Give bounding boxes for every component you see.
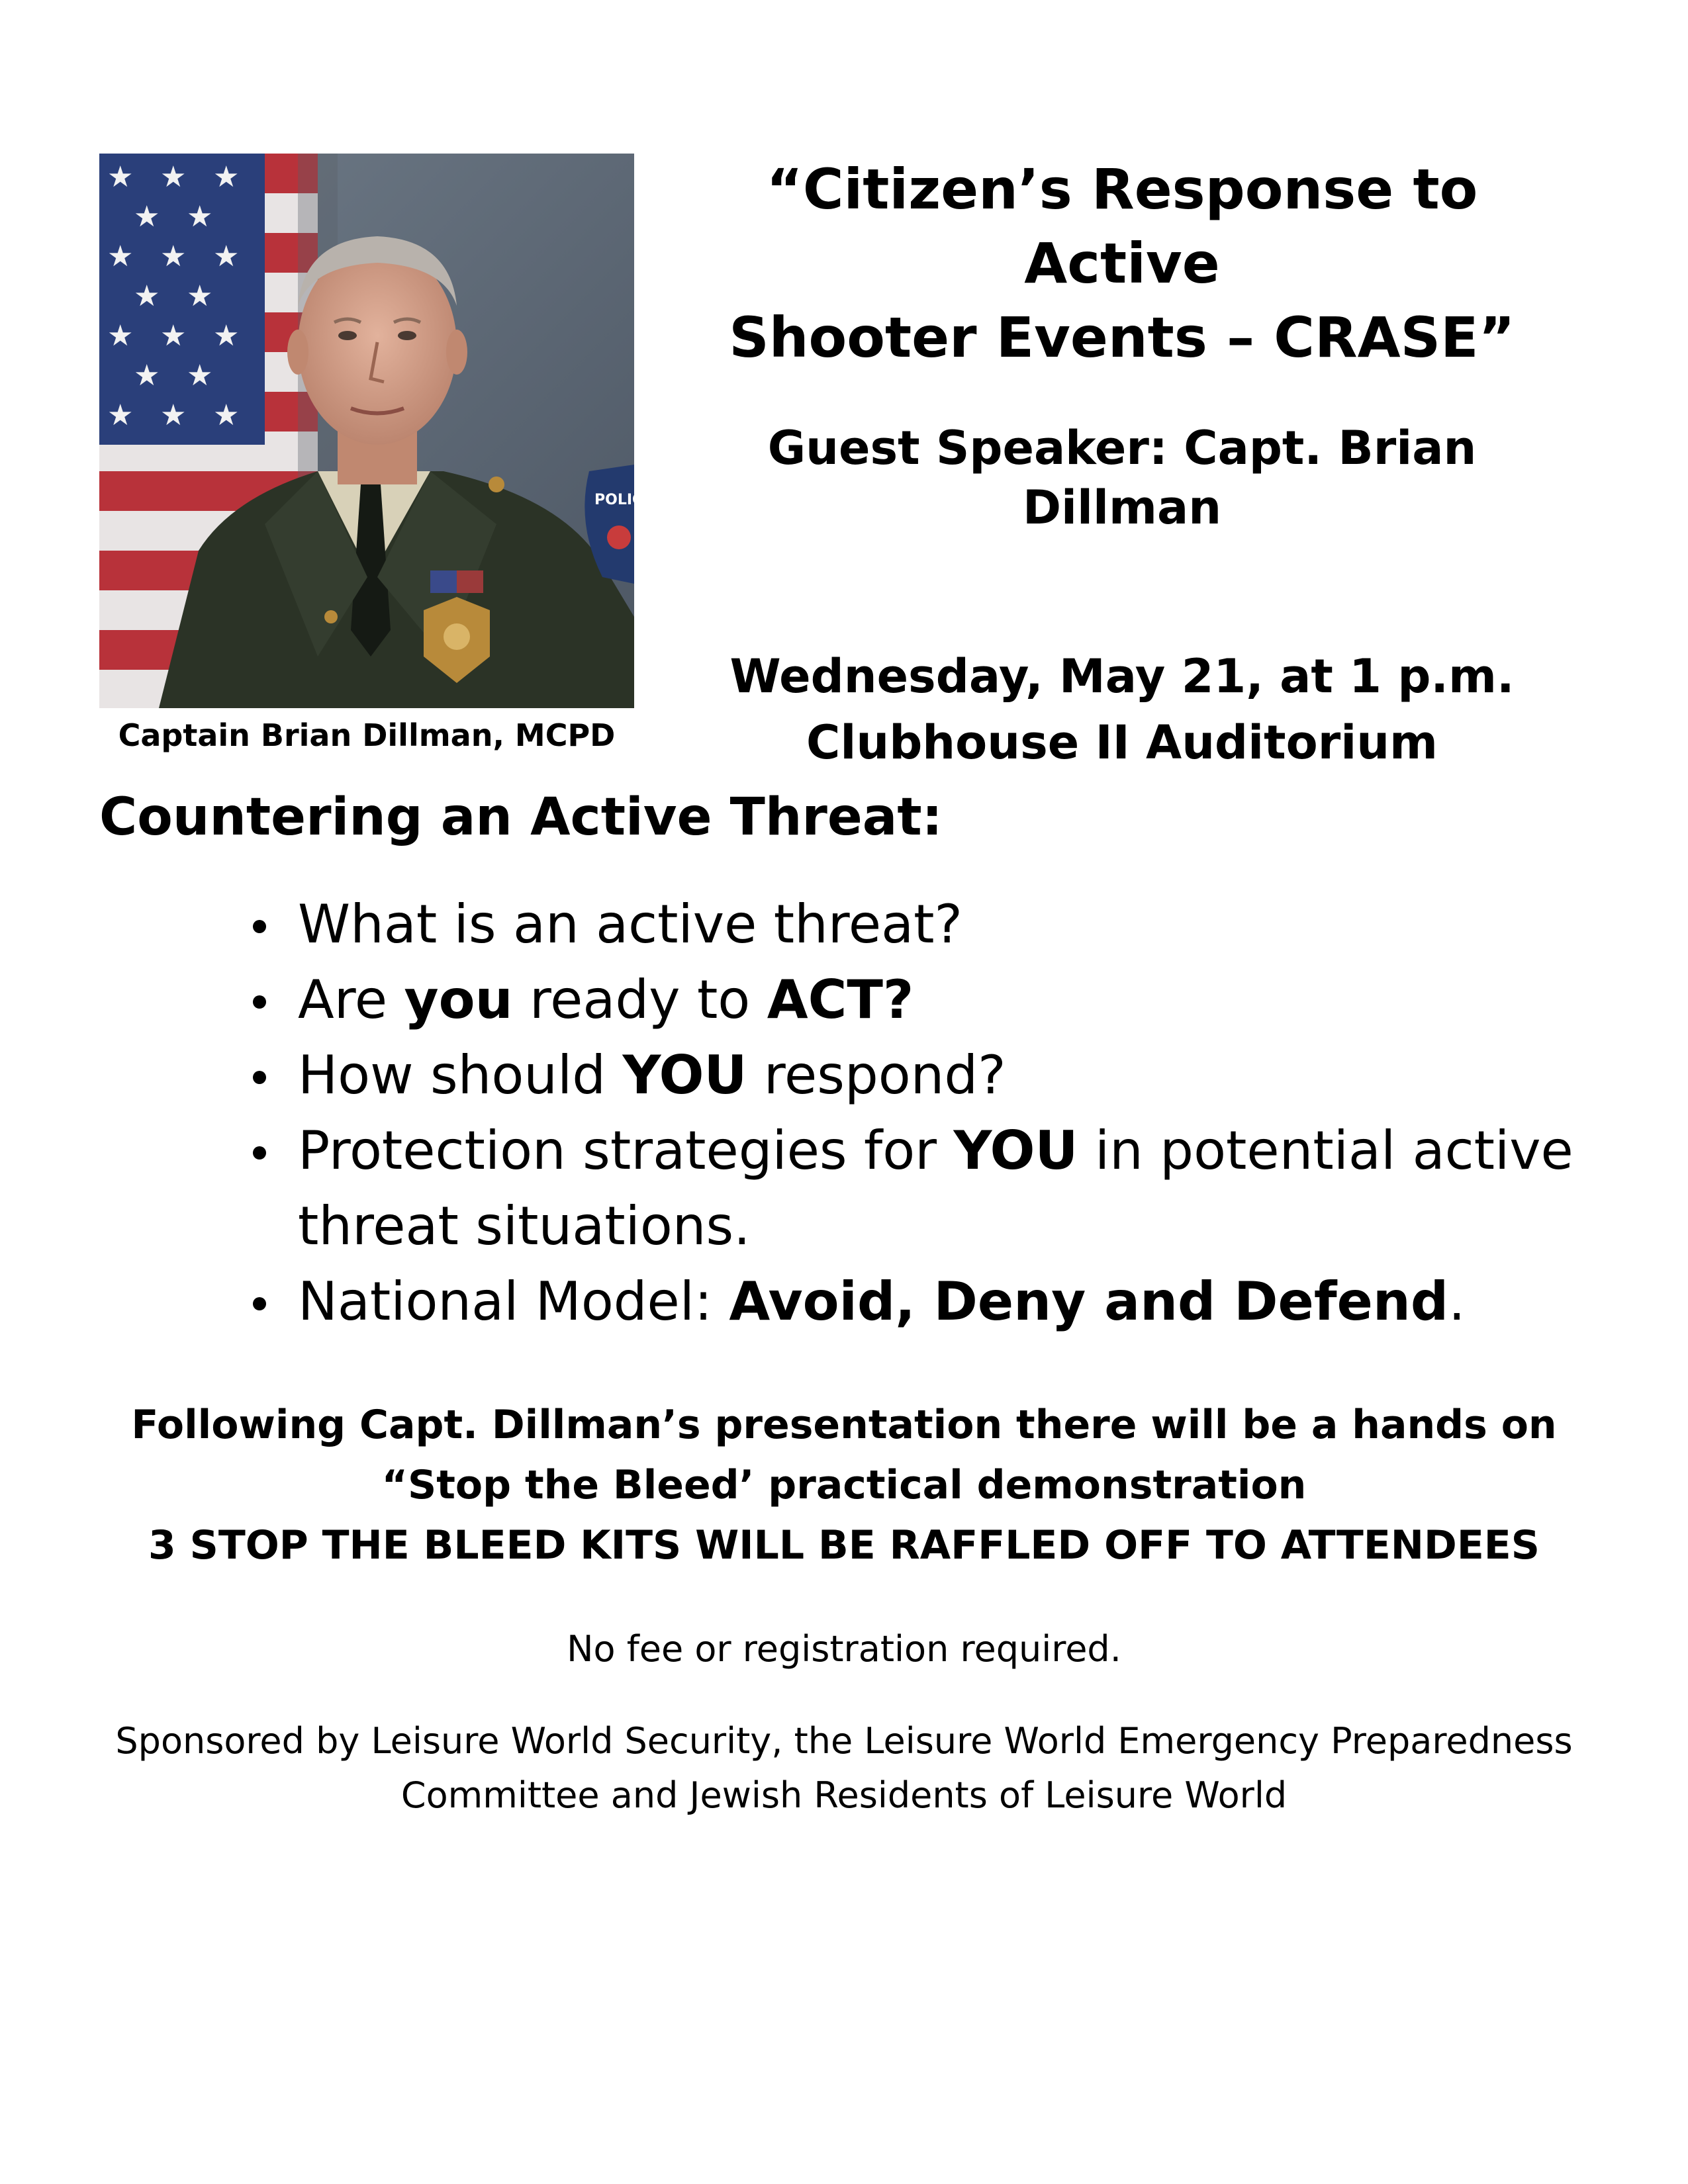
following-line2: “Stop the Bleed’ practical demonstration [381,1462,1307,1508]
event-title-line1: “Citizen’s Response to Active [766,157,1478,296]
event-location: Clubhouse II Auditorium [806,715,1438,770]
sponsor-note [66,1714,1622,1823]
following-line3: 3 STOP THE BLEED KITS WILL BE RAFFLED OFF TO ATTENDEES [148,1522,1540,1569]
svg-text:★: ★ [213,319,240,353]
list-item-text: National Model: [298,1271,729,1332]
list-item [298,962,1589,1038]
speaker-portrait-illustration [99,154,653,708]
list-item [298,1113,1589,1264]
list-item-text: YOU [622,1044,747,1106]
list-item-text: ACT? [767,969,914,1030]
svg-text:★: ★ [160,319,187,353]
svg-text:★: ★ [134,279,160,313]
svg-text:★: ★ [134,359,160,392]
sponsor-line1: Sponsored by Leisure World Security, the Leisure World Emergency Preparedness [115,1720,1573,1762]
list-item-text: in potential active threat situations. [298,1120,1573,1257]
svg-text:★: ★ [107,319,134,353]
svg-text:★: ★ [107,160,134,194]
svg-text:★: ★ [160,398,187,432]
svg-text:★: ★ [107,240,134,273]
svg-text:★: ★ [160,240,187,273]
photo-caption: Captain Brian Dillman, MCPD [118,717,616,753]
svg-text:★: ★ [187,200,213,234]
svg-text:★: ★ [187,279,213,313]
svg-text:★: ★ [213,398,240,432]
topic-list [298,887,1589,1340]
list-item-text: respond? [747,1044,1006,1106]
list-item-text: Protection strategies for [298,1120,954,1181]
list-item-text: you [404,969,513,1030]
list-item-text: How should [298,1044,623,1106]
event-date: Wednesday, May 21, at 1 p.m. [729,649,1515,704]
svg-text:★: ★ [213,160,240,194]
event-when-where [669,643,1575,776]
guest-speaker: Guest Speaker: Capt. Brian Dillman [767,421,1477,535]
patch-text: POLICE [594,492,653,508]
svg-text:★: ★ [160,160,187,194]
list-item [298,1038,1589,1113]
section-heading: Countering an Active Threat: [99,788,943,847]
event-title-line2: Shooter Events – CRASE” [729,305,1515,370]
list-item-text: YOU [953,1120,1078,1181]
svg-text:★: ★ [213,240,240,273]
list-item-text: . [1448,1271,1466,1332]
list-item-text: ready to [512,969,767,1030]
event-header [669,152,1575,776]
sponsor-line2: Committee and Jewish Residents of Leisure World [400,1774,1288,1816]
svg-text:★: ★ [107,398,134,432]
event-title [669,152,1575,375]
list-item [298,887,1589,962]
list-item-text: What is an active threat? [298,893,962,955]
speaker-photo [99,154,653,708]
list-item-text: Avoid, Deny and Defend [729,1271,1449,1332]
svg-text:★: ★ [134,200,160,234]
list-item [298,1264,1589,1340]
following-line1: Following Capt. Dillman’s presentation there will be a hands on [131,1402,1557,1448]
list-item-text: Are [298,969,404,1030]
fee-note: No fee or registration required. [567,1628,1121,1670]
svg-text:★: ★ [187,359,213,392]
following-note [99,1395,1589,1576]
